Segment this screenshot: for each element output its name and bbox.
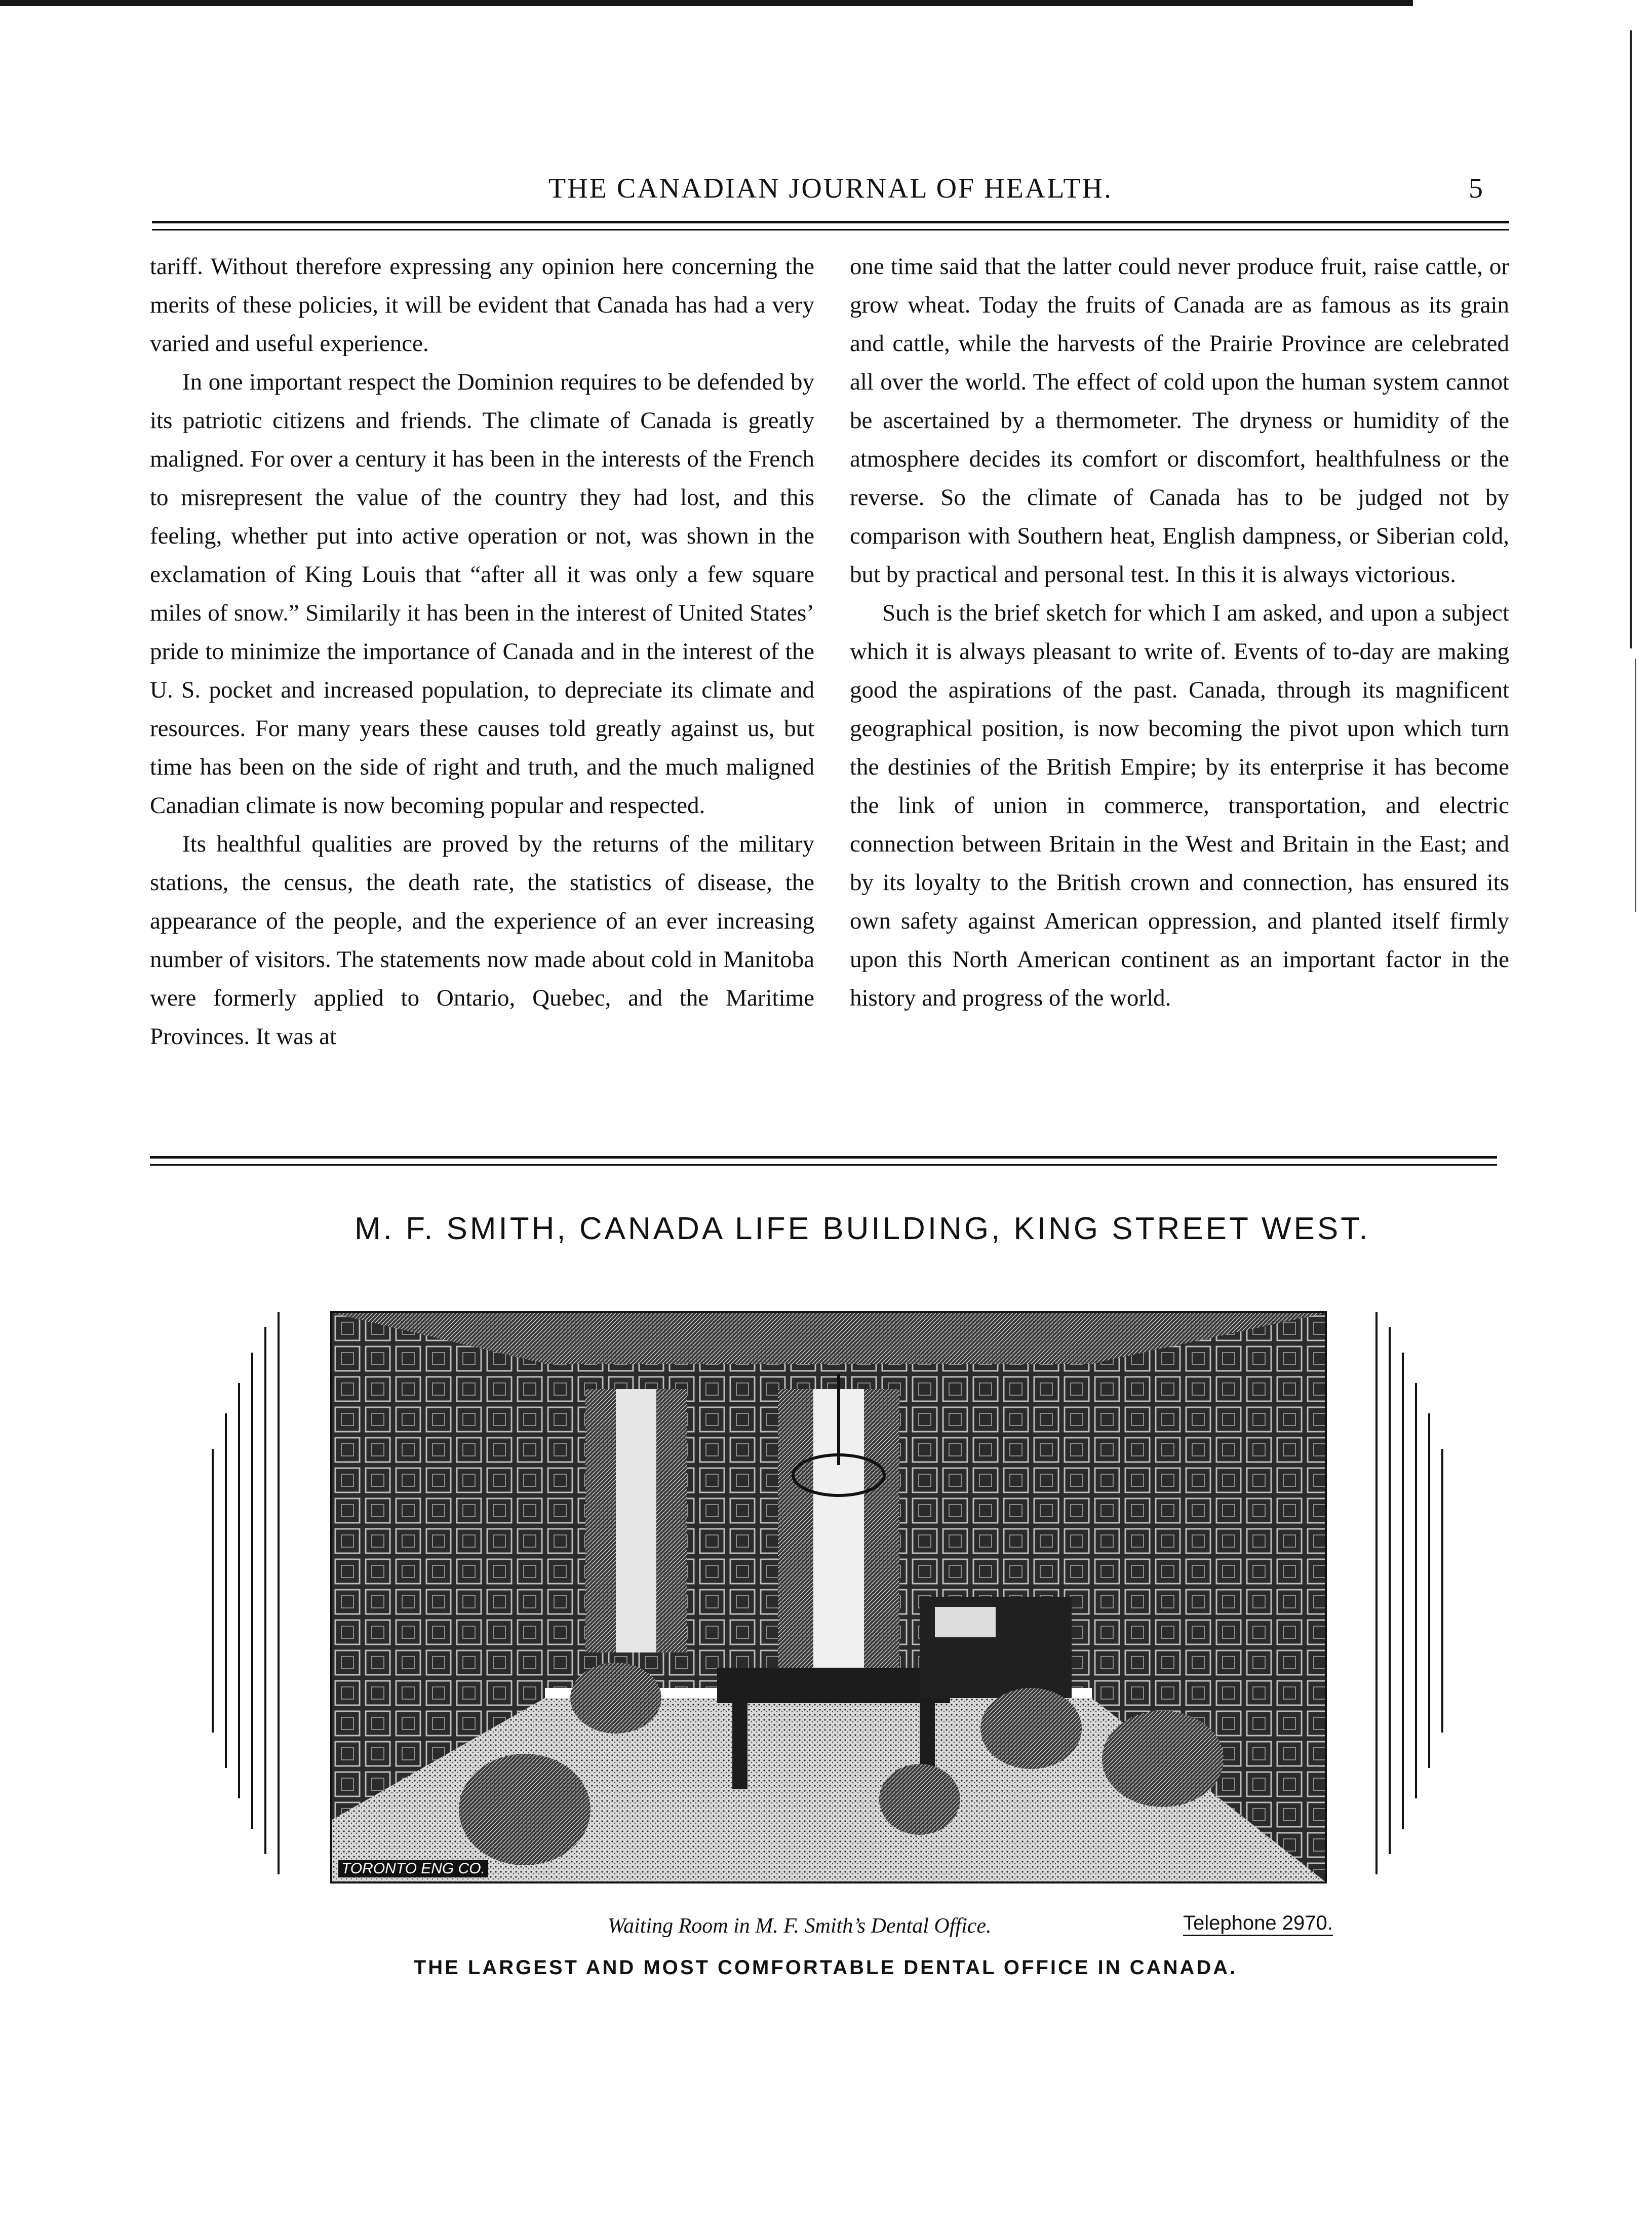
- decorative-line: [251, 1353, 253, 1829]
- engraver-mark: TORONTO ENG CO.: [338, 1860, 488, 1877]
- scan-edge-right-lower: [1635, 659, 1636, 912]
- header-rule-bottom: [152, 229, 1509, 230]
- journal-title: THE CANADIAN JOURNAL OF HEALTH.: [548, 173, 1113, 204]
- decorative-line: [264, 1327, 266, 1854]
- advertisement-title: M. F. SMITH, CANADA LIFE BUILDING, KING STREET WEST.: [355, 1211, 1370, 1246]
- waiting-room-engraving: [330, 1311, 1327, 1883]
- paragraph: one time said that the latter could never produce fruit, raise cattle, or grow wheat. Today the fruits of Canada are as famous as its grain and cattle, while the harvests of the Prairie Province are celebrated all over the world. The effect of cold upon the human system cannot be ascertained by a thermometer. The dryness or humidity of the atmosphere decides its comfort or discomfort, healthfulness or the reverse. So the climate of Canada has to be judged not by comparison with Southern heat, English dampness, or Siberian cold, but by practical and personal test. In this it is always victorious.: [850, 253, 1509, 588]
- article-left-column: [150, 247, 814, 1056]
- section-rule-top: [150, 1156, 1497, 1159]
- advertisement-tagline: THE LARGEST AND MOST COMFORTABLE DENTAL OFFICE IN CANADA.: [413, 1956, 1238, 1979]
- article-right-column: [850, 247, 1509, 1017]
- decorative-line: [225, 1413, 227, 1768]
- header-rule-top: [152, 221, 1509, 223]
- paragraph: Such is the brief sketch for which I am asked, and upon a subject which it is always pleasant to write of. Events of to-day are making good the aspirations of the past. Canada, through its magnificent geographical position, is now becoming the pivot upon which turn the destinies of the British Empire; by its enterprise it has become the link of union in commerce, transportation, and electric connection between Britain in the West and Britain in the East; and by its loyalty to the British crown and connection, has ensured its own safety against American oppression, and planted itself firmly upon this North American continent as an important factor in the history and progress of the world.: [850, 600, 1509, 1011]
- decorative-line: [278, 1312, 280, 1874]
- decorative-line: [238, 1383, 240, 1798]
- decorative-line: [1415, 1383, 1417, 1798]
- decorative-line: [1389, 1327, 1391, 1854]
- scan-edge-right: [1630, 30, 1632, 648]
- waiting-room-illustration: [332, 1313, 1325, 1881]
- scan-edge-top: [0, 0, 1413, 6]
- paragraph: In one important respect the Dominion requires to be defended by its patriotic citizens and friends. The climate of Canada is greatly maligned. For over a century it has been in the interests of the French to misrepresent the value of the country they had lost, and this feeling, whether put into active operation or not, was shown in the exclamation of King Louis that “after all it was only a few square miles of snow.” Similarily it has been in the interest of United States’ pride to minimize the importance of Canada and in the interest of the U. S. pocket and increased population, to depreciate its climate and resources. For many years these causes told greatly against us, but time has been on the side of right and truth, and the much maligned Canadian climate is now becoming popular and respected.: [150, 369, 814, 819]
- decorative-line: [1441, 1449, 1443, 1733]
- decorative-line: [1428, 1413, 1430, 1768]
- page-number: 5: [1469, 173, 1483, 204]
- section-rule-bottom: [150, 1164, 1497, 1166]
- decorative-line: [212, 1449, 214, 1733]
- telephone-number: Telephone 2970.: [1183, 1912, 1333, 1936]
- paragraph: Its healthful qualities are proved by the returns of the military stations, the census, the death rate, the statistics of disease, the appearance of the people, and the experience of an ever increasing number of visitors. The statements now made about cold in Manitoba were formerly applied to Ontario, Quebec, and the Maritime Provinces. It was at: [150, 831, 814, 1050]
- paragraph: tariff. Without therefore expressing any opinion here concerning the merits of these policies, it will be evident that Canada has had a very varied and useful experience.: [150, 253, 814, 357]
- image-caption: Waiting Room in M. F. Smith’s Dental Office.: [608, 1914, 992, 1938]
- decorative-line: [1402, 1353, 1404, 1829]
- decorative-line: [1375, 1312, 1378, 1874]
